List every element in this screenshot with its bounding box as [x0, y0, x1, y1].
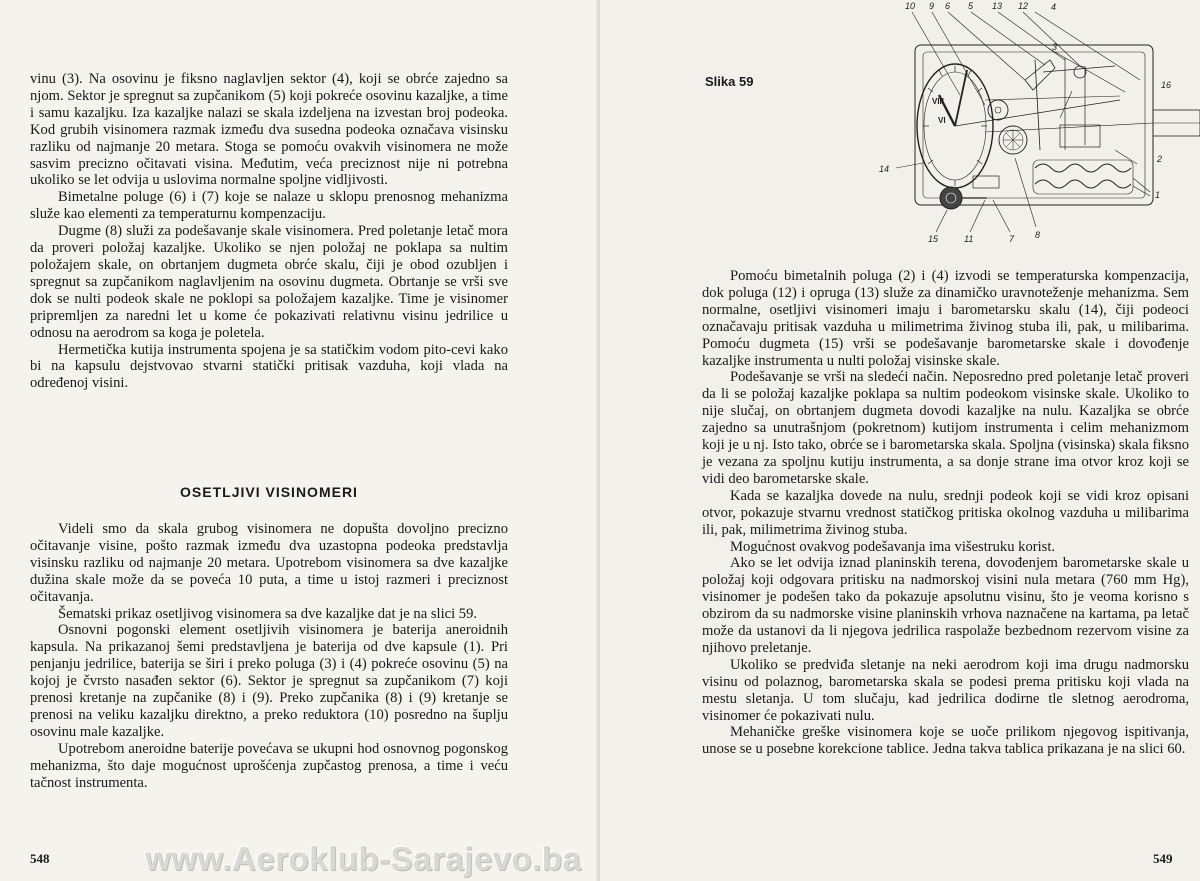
ref-6: 6: [945, 1, 951, 11]
aneroid-capsule-1: [1035, 164, 1131, 172]
altimeter-schematic-figure: [875, 0, 1200, 255]
sector: [1025, 60, 1055, 90]
ref-3: 3: [1052, 42, 1058, 52]
page-number-right: 549: [1153, 851, 1173, 866]
paragraph: Šematski prikaz osetljivog visinomera sa dve kazaljke dat je na slici 59.: [58, 605, 478, 622]
left-text-bottom: [30, 521, 508, 792]
paragraph: Upotrebom aneroidne baterije povećava se ukupni hod osnovnog pogonskog mehanizma, što daje mogućnost uprošćenja zupčastog prenosa, a time i veću tačnost instrumenta.: [30, 740, 508, 791]
watermark-text: www.Aeroklub-Sarajevo.ba: [145, 840, 582, 877]
dial-numeral: VIII: [932, 97, 945, 106]
ref-2: 2: [1157, 154, 1163, 164]
large-hand: [955, 70, 967, 126]
ref-8: 8: [1035, 230, 1041, 240]
paragraph: Bimetalne poluge (6) i (7) koje se nalaze u sklopu prenosnog mehanizma služe kao elementi za temperaturnu kompenzaciju.: [30, 189, 508, 223]
linkage-block: [1060, 125, 1100, 147]
gear-9: [988, 100, 1008, 120]
aneroid-capsule-2: [1035, 180, 1131, 188]
paragraph: vinu (3). Na osovinu je fiksno naglavljen sektor (4), koji se obrće zajedno sa njom. Sektor je spregnut sa zupčanikom (5) koji pokreće osovinu kazaljke, a time i samu kazaljku. Iza kazaljke nalazi se skala izdeljena na izvestan broj podeoka. Kod grubih visinomera razmak između dva susedna podeoka označava visinsku razliku od najmanje 20 metara. Stoga se pomoću ovakvih visinomera ne može sasvim precizno očitavati visina. Međutim, veća preciznost nije ni potrebna ukoliko se let odvija u uslovima normalne spoljne vidljivosti.: [30, 71, 508, 189]
paragraph: Ukoliko se predviđa sletanje na neki aerodrom koji ima drugu nadmorsku visinu od polaznog, barometarska skala se podesi prema pritisku koji vlada na mestu sletanja. U tom slučaju, kad jedrilica dodirne tle sletnog aerodroma, visinomer će pokazivati nulu.: [702, 656, 1189, 724]
ref-10: 10: [905, 1, 916, 11]
dial-numeral: VI: [938, 116, 946, 125]
spring-13: [1074, 66, 1086, 78]
section-heading: OSETLJIVI VISINOMERI: [180, 484, 358, 500]
paragraph: Ako se let odvija iznad planinskih terena, dovođenjem barometarske skale u položaj koji odgovara pritisku na nadmorskoj visini nula metara (760 mm Hg), visinomer je podešen tako da pokazuje apsolutnu visinu, što je veoma korisno s obzirom da su nadmorske visine planinskih vrhova naznačene na kartama, pa letač može da ustanovi da li njegova jedrilica raspolaže bezbednom rezervom visine za njihovo preletanje.: [702, 555, 1189, 656]
paragraph: Osnovni pogonski element osetljivih visinomera je baterija aneroidnih kapsula. Na prikazanoj šemi predstavljena je baterija od dve kapsule (1). Pri penjanju jedrilice, baterija se širi i preko poluga (3) i (4) pokreće osovinu (5) na kojoj je čvrsto nasađen sektor (6). Sektor je spregnut sa zupčanikom (7) koji prenosi kretanje na zupčanike (8) i (9). Preko zupčanika (8) i (9) kretanje se prenosi na veliku kazaljku direktno, a preko reduktora (10) posredno na šuplju osovinu male kazaljke.: [30, 622, 508, 740]
figure-label: Slika 59: [705, 74, 754, 89]
right-page: [600, 0, 1200, 881]
paragraph: Podešavanje se vrši na sledeći način. Neposredno pred poletanje letač proveri da li se položaj kazaljke poklapa sa nultim podeokom visinske skale. Ukoliko to nije slučaj, on obrtanjem dugmeta dovodi kazaljke na nulu. Kazaljka se obrće zajedno sa unutrašnjom (pokretnom) kutijom instrumenta i celim mehanizmom koji je u nj. Isto tako, obrće se i barometarska skala. Spoljna (visinska) skala fiksno je vezana za spoljnu kutiju instrumenta, a sa donje strane ima otvor kroz koji se vidi deo barometarske skale.: [702, 369, 1189, 487]
paragraph: Dugme (8) služi za podešavanje skale visinomera. Pred poletanje letač mora da proveri položaj kazaljke. Ukoliko se njen položaj ne poklapa sa nultim položajem skale, on obrtanjem dugmeta obrće skalu, čiji je obod ozubljen i spregnut sa zupčanikom naglavljenim na osovinu dugmeta. Obrtanje se vrši sve dok se nulti podeok skale ne poklopi sa položajem kazaljke. Time je visinomer pripremljen za naredni let u kome će pokazivati relativnu visinu jedrilice u odnosu na aerodrom sa koga je poletela.: [30, 223, 508, 341]
paragraph: Kada se kazaljka dovede na nulu, srednji podeok koji se vidi kroz opisani otvor, pokazuje stvarnu vrednost statičkog pritiska okolnog vazduha u milibarima ili, pak, milimetrima živinog stuba.: [702, 487, 1189, 538]
ref-12: 12: [1018, 1, 1029, 11]
left-text-top: [30, 71, 508, 392]
page-number-left: 548: [30, 851, 50, 866]
ref-1: 1: [1155, 190, 1161, 200]
altimeter-diagram: [875, 0, 1200, 255]
ref-15: 15: [928, 234, 939, 244]
ref-14: 14: [879, 164, 890, 174]
paragraph: Mogućnost ovakvog podešavanja ima višestruku korist.: [730, 538, 1056, 555]
ref-11: 11: [964, 234, 974, 244]
paragraph: Hermetička kutija instrumenta spojena je sa statičkim vodom pito-cevi kako bi na kapsulu dejstvovao stvarni statički pritisak vazduha, koji vlada na određenoj visini.: [30, 341, 508, 392]
paragraph: Pomoću bimetalnih poluga (2) i (4) izvodi se temperaturska kompenzacija, dok poluga (12) i opruga (13) služe za dinamičko uravnoteženje mehanizma. Sem normalne, osetljivi visinomeri imaju i barometarsku skalu (14), čiji podeoci označavaju pritisak vazduha u milimetrima živinog stuba ili, pak, u milibarima. Pomoću dugmeta (15) vrši se podešavanje barometarske skale i dovođenje kazaljke instrumenta u nulti položaj visinske skale.: [702, 268, 1189, 369]
ref-9: 9: [929, 1, 935, 11]
setting-knob-15: [940, 187, 962, 209]
ref-7: 7: [1009, 234, 1015, 244]
ref-5: 5: [968, 1, 974, 11]
paragraph: Videli smo da skala grubog visinomera ne dopušta dovoljno precizno očitavanje visine, pošto razmak između dva uzastopna podeoka predstavlja visinsku razliku od najmanje 20 metara. Upotrebom visinomera sa dve kazaljke dužina skale može da se poveća 10 puta, a time u istoj razmeri i preciznost očitavanja.: [30, 521, 508, 605]
lever-12: [1035, 60, 1040, 150]
paragraph: Mehaničke greške visinomera koje se uoče prilikom njegovog ispitivanja, unose se u posebne korekcione tablice. Jedna takva tablica prikazana je na slici 60.: [702, 724, 1189, 758]
ref-16: 16: [1161, 80, 1172, 90]
ref-13: 13: [992, 1, 1003, 11]
ref-4: 4: [1051, 2, 1057, 12]
right-text: [702, 268, 1189, 758]
